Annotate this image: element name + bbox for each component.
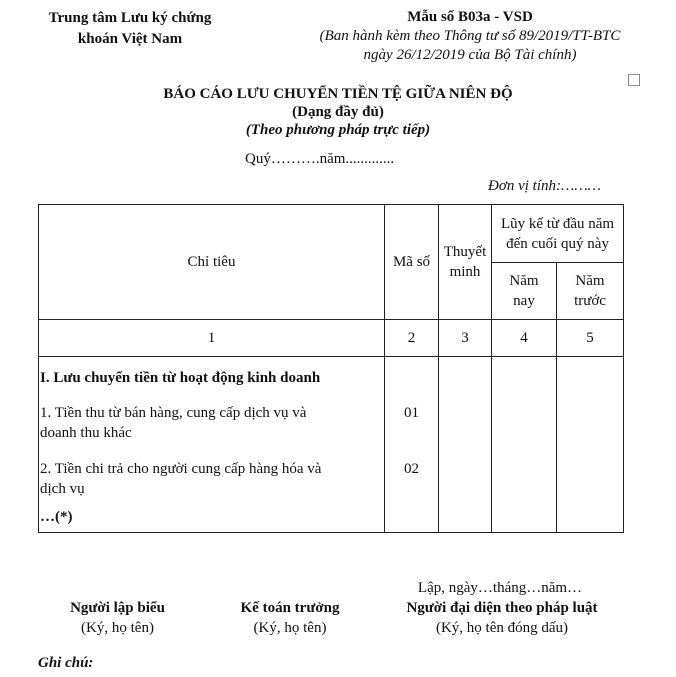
- report-method: (Theo phương pháp trực tiếp): [245, 122, 431, 138]
- header-prev-year-line-2: trước: [574, 293, 606, 309]
- report-subtitle: (Dạng đầy đủ): [292, 104, 384, 120]
- header-note-line-2: minh: [449, 264, 481, 280]
- indicator-body: [39, 357, 385, 533]
- col-number-4: 4: [492, 320, 557, 357]
- footnote-label: Ghi chú:: [38, 655, 94, 671]
- form-code: Mẫu số B03a - VSD: [407, 9, 533, 25]
- header-prev-year-line-1: Năm: [575, 273, 605, 289]
- organization-name: [40, 8, 220, 50]
- header-code: Mã số: [385, 205, 439, 320]
- form-info: [260, 8, 676, 65]
- report-title: BÁO CÁO LƯU CHUYỂN TIỀN TỆ GIỮA NIÊN ĐỘ: [163, 86, 513, 102]
- header-note-line-1: Thuyết: [443, 244, 487, 260]
- accountant-signature: [210, 598, 370, 638]
- row-1-line-1: 1. Tiền thu từ bán hàng, cung cấp dịch vụ và: [40, 405, 307, 421]
- this-year-body: [492, 357, 557, 533]
- row-1-line-2: doanh thu khác: [40, 425, 132, 441]
- col-number-5: 5: [557, 320, 624, 357]
- cash-flow-table: [38, 204, 624, 533]
- signing-date: Lập, ngày…tháng…năm…: [417, 580, 583, 596]
- header-accumulated: [492, 205, 624, 263]
- header-prev-year: [557, 263, 624, 320]
- preparer-title: Người lập biểu: [70, 600, 165, 616]
- currency-unit: Đơn vị tính:………: [488, 178, 602, 194]
- note-body: [439, 357, 492, 533]
- report-period: Quý……….năm.............: [245, 151, 395, 167]
- accountant-note: (Ký, họ tên): [253, 620, 327, 636]
- preparer-note: (Ký, họ tên): [81, 620, 154, 636]
- column-number-row: [39, 320, 624, 357]
- representative-title: Người đại diện theo pháp luật: [406, 600, 598, 616]
- row-2-line-1: 2. Tiền chi trả cho người cung cấp hàng hóa và: [40, 461, 322, 477]
- representative-signature: [382, 598, 622, 638]
- form-note-line-1: (Ban hành kèm theo Thông tư số 89/2019/TT-BTC: [319, 28, 621, 44]
- more-rows-ellipsis: …(*): [40, 509, 73, 525]
- col-number-2: 2: [385, 320, 439, 357]
- header-note: [439, 205, 492, 320]
- table-body-row: [39, 357, 624, 533]
- accountant-title: Kế toán trưởng: [240, 600, 340, 616]
- header-this-year-line-1: Năm: [509, 273, 539, 289]
- col-number-1: 1: [39, 320, 385, 357]
- col-number-3: 3: [439, 320, 492, 357]
- representative-note: (Ký, họ tên đóng dấu): [435, 620, 569, 636]
- header-indicator: Chỉ tiêu: [39, 205, 385, 320]
- section-title: I. Lưu chuyển tiền từ hoạt động kinh doanh: [40, 370, 321, 386]
- prev-year-body: [557, 357, 624, 533]
- header-this-year-line-2: nay: [513, 293, 535, 309]
- row-1-code: 01: [404, 405, 419, 421]
- code-body: [385, 357, 439, 533]
- form-note-line-2: ngày 26/12/2019 của Bộ Tài chính): [363, 47, 577, 63]
- header-accumulated-line-1: Lũy kế từ đầu năm: [500, 215, 615, 232]
- preparer-signature: [40, 598, 195, 638]
- row-2-line-2: dịch vụ: [40, 481, 85, 497]
- org-line-1: Trung tâm Lưu ký chứng: [48, 10, 212, 26]
- row-2-code: 02: [404, 461, 419, 477]
- org-line-2: khoán Việt Nam: [77, 31, 183, 47]
- header-accumulated-line-2: đến cuối quý này: [506, 235, 609, 252]
- header-this-year: [492, 263, 557, 320]
